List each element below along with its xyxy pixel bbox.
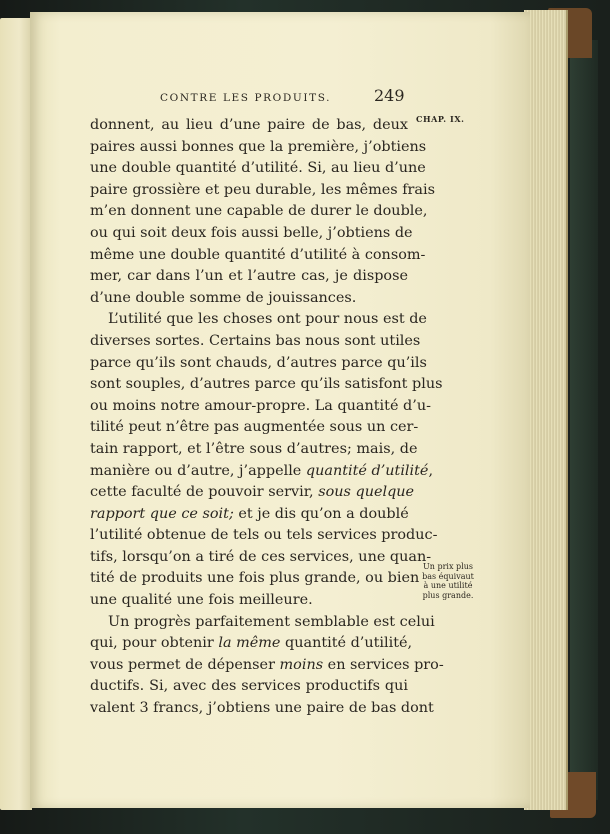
text-line xyxy=(90,698,434,720)
text-segment: donnent, au lieu d’une paire de bas, deux xyxy=(90,117,408,133)
text-segment: m’en donnent une capable de durer le double, xyxy=(90,203,428,220)
facing-page xyxy=(0,18,32,810)
text-segment: Un progrès parfaitement semblable est celui xyxy=(108,613,435,630)
text-segment: cette faculté de pouvoir servir, xyxy=(90,484,319,501)
text-line xyxy=(90,374,443,396)
text-line xyxy=(90,568,420,590)
text-line xyxy=(90,439,418,461)
text-line xyxy=(90,633,413,655)
text-line xyxy=(90,525,438,547)
chapter-mark: CHAP. IX. xyxy=(416,114,465,124)
text-line xyxy=(90,266,408,288)
text-line xyxy=(90,612,435,634)
text-segment: , xyxy=(428,462,434,479)
text-line xyxy=(90,201,428,223)
text-line xyxy=(90,223,413,245)
text-segment: ou qui soit deux fois aussi belle, j’obtiens de xyxy=(90,224,413,241)
margin-note-line: bas équivaut xyxy=(422,571,474,581)
text-segment: et je dis qu’on a doublé xyxy=(233,505,409,522)
text-segment: manière ou d’autre, j’appelle xyxy=(90,462,306,479)
text-line xyxy=(90,353,427,375)
text-segment: valent 3 francs, j’obtiens une paire de bas dont xyxy=(90,700,434,717)
margin-note-line: à une utilité xyxy=(423,581,473,591)
text-segment: paire grossière et peu durable, les mêmes frais xyxy=(90,181,435,198)
margin-note xyxy=(416,562,480,600)
margin-note-line: plus grande. xyxy=(422,590,474,600)
margin-note-line: Un prix plus xyxy=(423,562,473,571)
text-line xyxy=(90,461,434,483)
text-line xyxy=(90,396,431,418)
text-segment: une qualité une fois meilleure. xyxy=(90,592,313,609)
text-line xyxy=(90,655,444,677)
text-line xyxy=(90,547,432,569)
book-cover-edge xyxy=(570,40,598,800)
text-line xyxy=(90,331,421,353)
text-line xyxy=(90,245,426,267)
text-segment: sont souples, d’autres parce qu’ils satisfont plus xyxy=(90,376,443,393)
text-segment: tain rapport, et l’être sous d’autres; mais, de xyxy=(90,440,418,457)
text-segment: parce qu’ils sont chauds, d’autres parce qu’ils xyxy=(90,354,427,371)
text-segment: L’utilité que les choses ont pour nous est de xyxy=(108,311,427,328)
text-segment: vous permet de dépenser xyxy=(90,656,280,673)
text-segment: mer, car dans l’un et l’autre cas, je dispose xyxy=(90,268,408,285)
running-title: CONTRE LES PRODUITS. xyxy=(160,92,332,104)
text-line xyxy=(90,288,408,310)
text-line xyxy=(90,309,427,331)
text-segment: tilité peut n’être pas augmentée sous un cer- xyxy=(90,419,419,436)
text-line xyxy=(90,590,408,612)
text-segment: tifs, lorsqu’on a tiré de ces services, une quan- xyxy=(90,548,432,565)
text-line xyxy=(90,504,408,526)
text-segment: tité de produits une fois plus grande, ou bien xyxy=(90,570,420,587)
italic-text: sous quelque xyxy=(318,484,415,501)
italic-text: rapport que ce soit; xyxy=(90,505,234,522)
text-line xyxy=(90,482,415,504)
text-segment: ou moins notre amour-propre. La quantité d’u- xyxy=(90,397,431,414)
text-segment: d’une double somme de jouissances. xyxy=(90,289,357,306)
italic-text: quantité d’utilité xyxy=(305,462,429,479)
text-segment: en services pro- xyxy=(323,656,444,673)
text-segment: diverses sortes. Certains bas nous sont utiles xyxy=(90,332,421,349)
text-line xyxy=(90,158,426,180)
italic-text: moins xyxy=(279,656,324,673)
italic-text: la même xyxy=(218,635,281,652)
text-segment: paires aussi bonnes que la première, j’obtiens xyxy=(90,138,427,155)
text-line xyxy=(90,180,435,202)
page-edges xyxy=(524,10,568,810)
text-segment: quantité d’utilité, xyxy=(280,635,413,652)
text-segment: ductifs. Si, avec des services productifs qui xyxy=(90,678,408,695)
text-line xyxy=(90,676,408,698)
text-line xyxy=(90,417,419,439)
text-line xyxy=(90,115,408,137)
text-segment: même une double quantité d’utilité à consom- xyxy=(90,246,426,263)
text-segment: une double quantité d’utilité. Si, au lieu d’une xyxy=(90,160,426,177)
text-segment: qui, pour obtenir xyxy=(90,635,219,652)
text-line xyxy=(90,137,427,159)
page-number: 249 xyxy=(374,86,405,105)
text-segment: l’utilité obtenue de tels ou tels services produc- xyxy=(90,527,438,544)
